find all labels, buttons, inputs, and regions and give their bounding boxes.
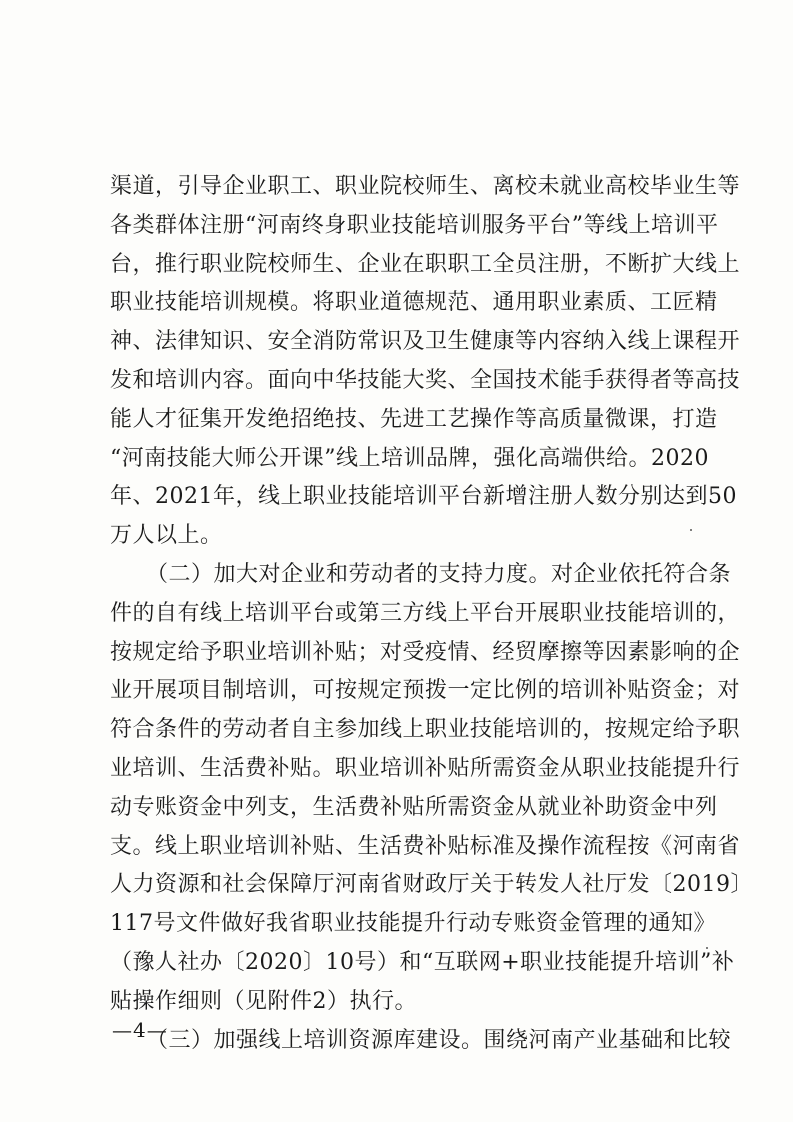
text-line: （豫人社办〔2020〕10号）和“互联网+职业技能提升培训”补 (110, 949, 735, 975)
text-line: 发和培训内容。面向中华技能大奖、全国技术能手获得者等高技 (110, 367, 741, 393)
text-line: 能人才征集开发绝招绝技、先进工艺操作等高质量微课，打造 (110, 406, 718, 432)
text-line: 业开展项目制培训，可按规定预拨一定比例的培训补贴资金；对 (110, 678, 741, 704)
text-line: 件的自有线上培训平台或第三方线上平台开展职业技能培训的， (110, 600, 741, 626)
text-line: 万人以上。 (110, 523, 223, 549)
text-line: 各类群体注册“河南终身职业技能培训服务平台”等线上培训平 (110, 212, 719, 238)
text-line: 年、2021年，线上职业技能培训平台新增注册人数分别达到50 (110, 484, 737, 510)
text-line: 职业技能培训规模。将职业道德规范、通用职业素质、工匠精 (110, 290, 718, 316)
text-line: 神、法律知识、安全消防常识及卫生健康等内容纳入线上课程开 (110, 329, 741, 355)
page-number: —4— (112, 1018, 168, 1042)
document-body (110, 168, 753, 1060)
text-line: 符合条件的劳动者自主参加线上职业技能培训的，按规定给予职 (110, 717, 741, 743)
scan-speck (706, 947, 708, 949)
section-heading-line: （二）加大对企业和劳动者的支持力度。对企业依托符合条 (146, 561, 732, 587)
text-line: 按规定给予职业培训补贴；对受疫情、经贸摩擦等因素影响的企 (110, 639, 741, 665)
text-line: 117号文件做好我省职业技能提升行动专账资金管理的通知》 (110, 911, 716, 937)
text-line: 台，推行职业院校师生、企业在职职工全员注册，不断扩大线上 (110, 251, 741, 277)
text-line: “河南技能大师公开课”线上培训品牌，强化高端供给。2020 (110, 445, 709, 471)
section-heading-line: （三）加强线上培训资源库建设。围绕河南产业基础和比较 (146, 1027, 732, 1053)
text-line: 人力资源和社会保障厅河南省财政厅关于转发人社厅发〔2019〕 (110, 872, 753, 898)
text-line: 动专账资金中列支，生活费补贴所需资金从就业补助资金中列 (110, 794, 718, 820)
text-line: 渠道，引导企业职工、职业院校师生、离校未就业高校毕业生等 (110, 174, 741, 199)
text-line: 贴操作细则（见附件2）执行。 (110, 988, 417, 1014)
text-line: 支。线上职业培训补贴、生活费补贴标准及操作流程按《河南省 (110, 833, 741, 859)
scan-speck (690, 529, 692, 531)
text-line: 业培训、生活费补贴。职业培训补贴所需资金从职业技能提升行 (110, 755, 741, 781)
